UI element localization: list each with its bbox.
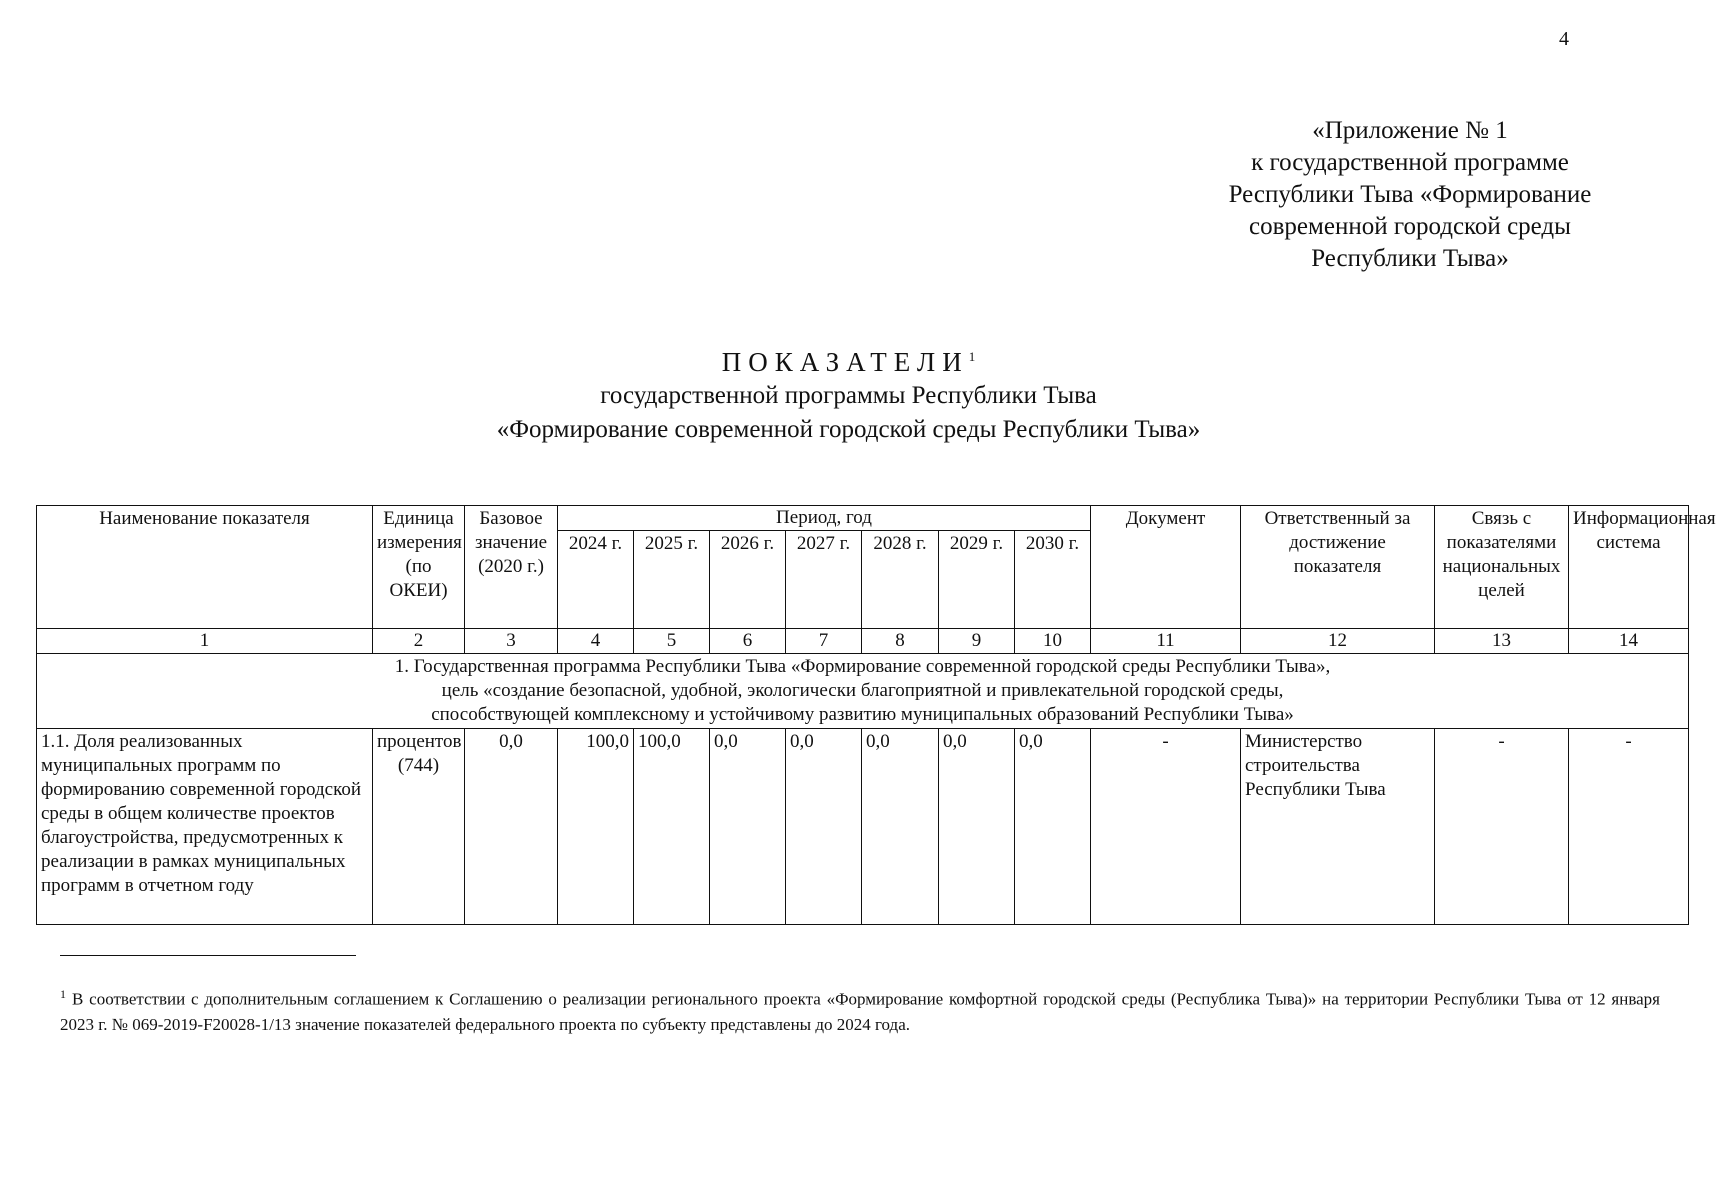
- title-footnote-mark: 1: [968, 349, 976, 364]
- document-title: [0, 340, 1697, 447]
- header-name: Наименование показателя: [37, 506, 373, 629]
- indicators-table: [36, 505, 1716, 925]
- appendix-line: «Приложение № 1: [1312, 117, 1508, 144]
- indicator-information-system: -: [1569, 729, 1689, 925]
- indicator-value-2028: 0,0: [862, 729, 939, 925]
- indicator-responsible: Министерство строительства Республики Тыва: [1241, 729, 1435, 925]
- indicator-value-2029: 0,0: [939, 729, 1015, 925]
- column-number: 14: [1569, 629, 1689, 654]
- header-information-system: Информационная система: [1569, 506, 1689, 629]
- indicator-value-2026: 0,0: [710, 729, 786, 925]
- appendix-line: современной городской среды: [1249, 213, 1571, 240]
- appendix-line: к государственной программе: [1251, 149, 1569, 176]
- indicator-value-2027: 0,0: [786, 729, 862, 925]
- section-line: способствующей комплексному и устойчивому развитию муниципальных образований Республики Тыва»: [431, 704, 1294, 725]
- column-numbers-row: [37, 629, 1689, 654]
- indicator-national-goals-link: -: [1435, 729, 1569, 925]
- header-year: 2024 г.: [558, 531, 634, 629]
- title-subtitle-line: государственной программы Республики Тыва: [600, 382, 1097, 409]
- column-number: 9: [939, 629, 1015, 654]
- title-word: ПОКАЗАТЕЛИ: [721, 347, 969, 377]
- header-year: 2025 г.: [634, 531, 710, 629]
- footnote-text: В соответствии с дополнительным соглашением к Соглашению о реализации регионального проекта «Формирование комфортной городской среды (Республика Тыва)» на территории Республики Тыва от 12 января 2023 г. № 069-2019-F20028-1/13 значение показателей федерального проекта по субъекту представлены до 2024 года.: [60, 989, 1660, 1034]
- header-year: 2026 г.: [710, 531, 786, 629]
- column-number: 1: [37, 629, 373, 654]
- section-line: цель «создание безопасной, удобной, экологически благоприятной и привлекательной городской среды,: [441, 680, 1284, 701]
- column-number: 8: [862, 629, 939, 654]
- header-national-goals-link: Связь с показателями национальных целей: [1435, 506, 1569, 629]
- footnote-mark: 1: [60, 987, 66, 1001]
- section-row: [37, 654, 1689, 729]
- appendix-line: Республики Тыва»: [1311, 245, 1509, 272]
- indicator-unit: процентов (744): [373, 729, 465, 925]
- header-period: Период, год: [558, 506, 1091, 531]
- section-line: 1. Государственная программа Республики Тыва «Формирование современной городской среды Республики Тыва»,: [394, 656, 1331, 677]
- footnote-divider: [60, 955, 356, 956]
- indicator-value-2025: 100,0: [634, 729, 710, 925]
- header-year: 2030 г.: [1015, 531, 1091, 629]
- column-number: 12: [1241, 629, 1435, 654]
- column-number: 6: [710, 629, 786, 654]
- indicator-value-2024: 100,0: [558, 729, 634, 925]
- header-year: 2028 г.: [862, 531, 939, 629]
- column-number: 13: [1435, 629, 1569, 654]
- indicator-name: 1.1. Доля реализованных муниципальных программ по формированию современной городской среды в общем количестве проектов благоустройства, предусмотренных к реализации в рамках муниципальных программ в отчетном году: [37, 729, 373, 925]
- column-number: 10: [1015, 629, 1091, 654]
- footnote: [60, 982, 1660, 1037]
- page-number: 4: [1559, 28, 1569, 50]
- column-number: 4: [558, 629, 634, 654]
- title-main: [0, 340, 1697, 379]
- header-responsible: Ответственный за достижение показателя: [1241, 506, 1435, 629]
- column-number: 11: [1091, 629, 1241, 654]
- header-unit: Единица измерения (по ОКЕИ): [373, 506, 465, 629]
- title-subtitle-line: «Формирование современной городской среды Республики Тыва»: [496, 416, 1201, 443]
- column-number: 3: [465, 629, 558, 654]
- table-row: [37, 729, 1689, 925]
- section-heading: [37, 654, 1689, 729]
- indicator-base-value: 0,0: [465, 729, 558, 925]
- header-base-value: Базовое значение (2020 г.): [465, 506, 558, 629]
- header-year: 2029 г.: [939, 531, 1015, 629]
- column-number: 7: [786, 629, 862, 654]
- appendix-line: Республики Тыва «Формирование: [1228, 181, 1592, 208]
- header-row: [37, 506, 1689, 531]
- indicator-value-2030: 0,0: [1015, 729, 1091, 925]
- column-number: 5: [634, 629, 710, 654]
- column-number: 2: [373, 629, 465, 654]
- indicator-document: -: [1091, 729, 1241, 925]
- header-document: Документ: [1091, 506, 1241, 629]
- header-year: 2027 г.: [786, 531, 862, 629]
- appendix-reference: [1175, 115, 1645, 275]
